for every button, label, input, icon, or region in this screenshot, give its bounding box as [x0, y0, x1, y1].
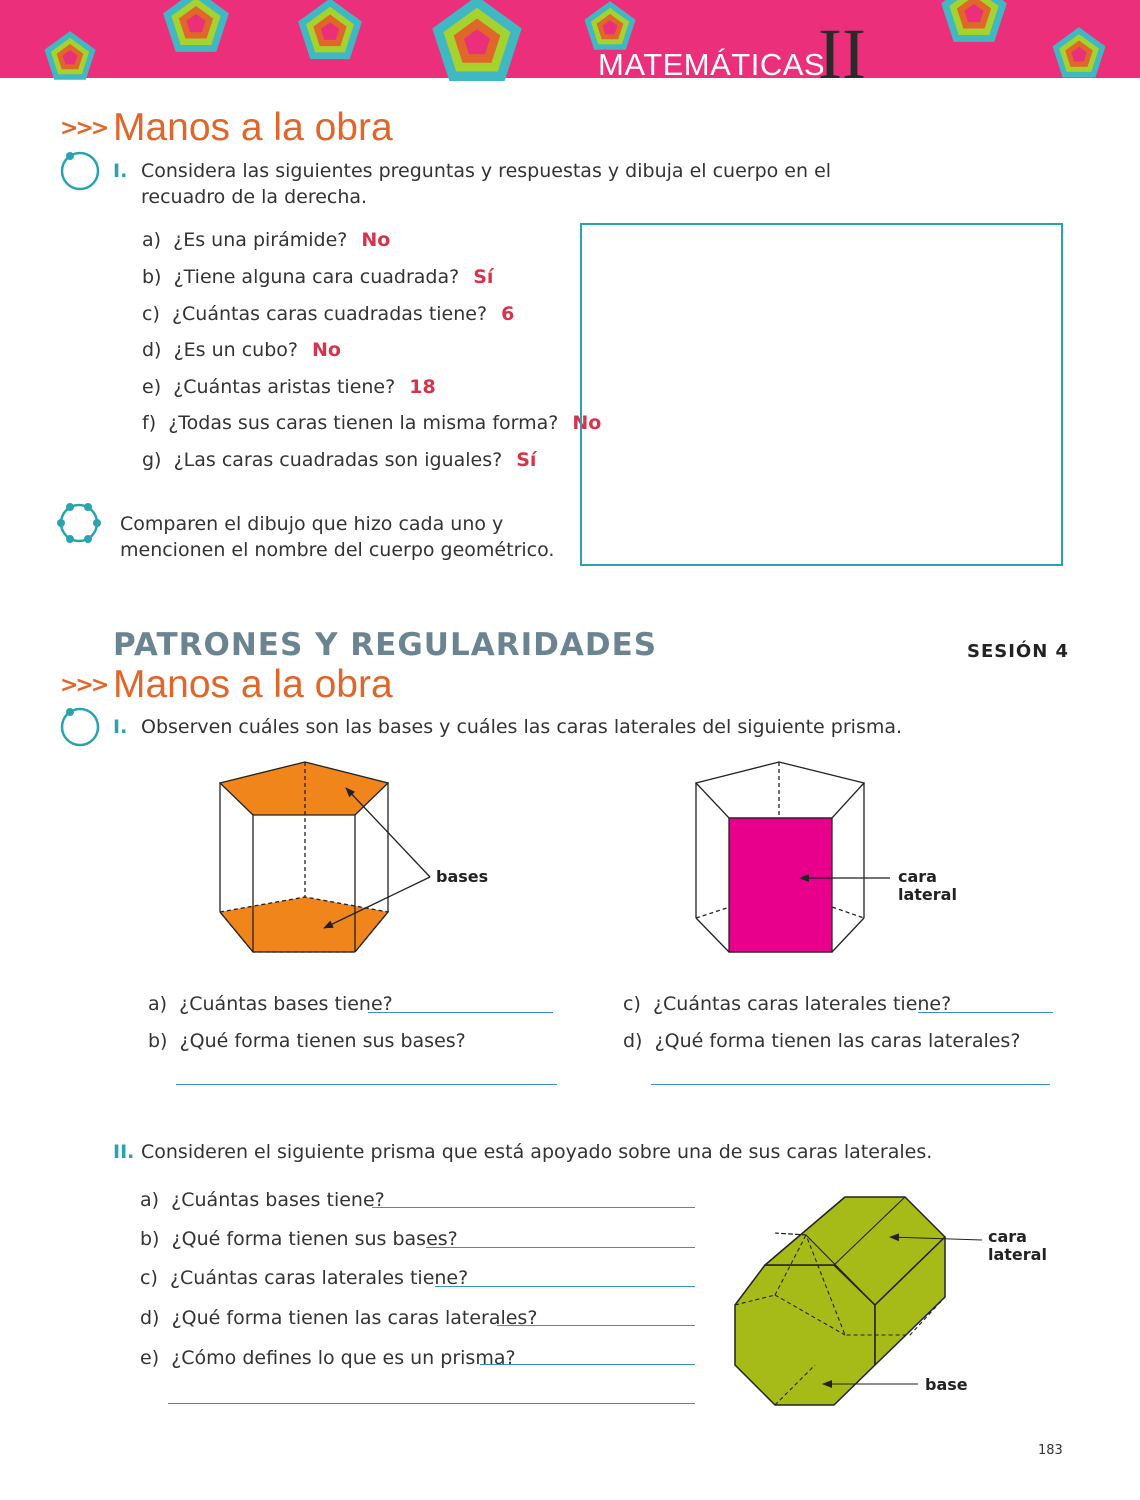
- page-number: 183: [1038, 1443, 1063, 1458]
- label-bases: bases: [436, 867, 489, 886]
- answer-value: No: [312, 339, 341, 361]
- header-numeral: II: [818, 14, 866, 94]
- prism-lateral-face-figure: [680, 755, 980, 965]
- answer-line[interactable]: [368, 1012, 553, 1013]
- answer-line[interactable]: [480, 1364, 695, 1365]
- individual-activity-icon: [58, 148, 104, 194]
- question-item: a) ¿Es una pirámide? No: [142, 229, 391, 251]
- pentagon-decoration-icon: [428, 0, 526, 92]
- group-activity-icon: [54, 500, 106, 548]
- answer-line[interactable]: [918, 1012, 1053, 1013]
- answer-value: 6: [501, 303, 515, 325]
- session-label: SESIÓN 4: [967, 641, 1070, 662]
- instruction-2-1: I. Observen cuáles son las bases y cuáles las caras laterales del siguiente prisma.: [113, 716, 903, 738]
- answer-line[interactable]: [176, 1084, 557, 1085]
- question-item: a) ¿Cuántas bases tiene?: [148, 993, 393, 1015]
- lesson-title: PATRONES Y REGULARIDADES: [113, 627, 658, 663]
- question-item: c) ¿Cuántas caras laterales tiene?: [140, 1267, 469, 1289]
- header-subject: MATEMÁTICAS: [598, 47, 826, 82]
- chevrons-icon: >>>: [60, 673, 107, 698]
- section-heading: Manos a la obra: [113, 106, 393, 149]
- answer-line[interactable]: [497, 1325, 695, 1326]
- question-item: g) ¿Las caras cuadradas son iguales? Sí: [142, 449, 537, 471]
- question-item: d) ¿Es un cubo? No: [142, 339, 341, 361]
- label-cara: cara: [988, 1227, 1027, 1246]
- pentagon-decoration-icon: [295, 0, 365, 67]
- individual-activity-icon: [58, 704, 104, 750]
- lying-prism-figure: [720, 1185, 1050, 1415]
- answer-line[interactable]: [651, 1084, 1050, 1085]
- answer-line[interactable]: [435, 1286, 695, 1287]
- pentagon-decoration-icon: [160, 0, 232, 60]
- question-item: d) ¿Qué forma tienen las caras laterales?: [623, 1030, 1021, 1052]
- question-item: f) ¿Todas sus caras tienen la misma forma? No: [142, 412, 602, 434]
- answer-line[interactable]: [426, 1247, 695, 1248]
- label-cara: cara: [898, 867, 937, 886]
- prism-bases-figure: [200, 755, 520, 965]
- answer-value: Sí: [473, 266, 494, 288]
- instruction-number: I.: [113, 160, 128, 182]
- chevrons-icon: >>>: [60, 116, 107, 141]
- label-lateral: lateral: [898, 885, 957, 904]
- answer-value: 18: [409, 376, 436, 398]
- pentagon-decoration-icon: [938, 0, 1010, 50]
- question-item: c) ¿Cuántas caras cuadradas tiene? 6: [142, 303, 515, 325]
- question-item: e) ¿Cuántas aristas tiene? 18: [142, 376, 436, 398]
- pentagon-decoration-icon: [1050, 26, 1108, 84]
- answer-value: No: [361, 229, 391, 251]
- answer-line[interactable]: [168, 1403, 695, 1404]
- question-item: a) ¿Cuántas bases tiene?: [140, 1189, 385, 1211]
- instruction-1: [113, 158, 883, 208]
- section-heading: Manos a la obra: [113, 663, 393, 706]
- instruction-text: Considera las siguientes preguntas y respuestas y dibuja el cuerpo en el recuadro de la derecha.: [141, 160, 832, 208]
- question-item: e) ¿Cómo defines lo que es un prisma?: [140, 1347, 516, 1369]
- question-item: b) ¿Qué forma tienen sus bases?: [148, 1030, 466, 1052]
- instruction-2-2: II. Consideren el siguiente prisma que está apoyado sobre una de sus caras laterales.: [113, 1141, 933, 1163]
- question-item: c) ¿Cuántas caras laterales tiene?: [623, 993, 952, 1015]
- drawing-box[interactable]: [580, 223, 1063, 566]
- question-item: b) ¿Tiene alguna cara cuadrada? Sí: [142, 266, 494, 288]
- label-lateral: lateral: [988, 1245, 1047, 1264]
- header-band: [0, 0, 1140, 94]
- label-base: base: [925, 1375, 968, 1394]
- answer-line[interactable]: [372, 1207, 695, 1208]
- answer-value: Sí: [516, 449, 537, 471]
- group-instruction: Comparen el dibujo que hizo cada uno y mencionen el nombre del cuerpo geométrico.: [120, 513, 555, 561]
- pentagon-decoration-icon: [42, 30, 98, 86]
- question-item: b) ¿Qué forma tienen sus bases?: [140, 1228, 458, 1250]
- question-item: d) ¿Qué forma tienen las caras laterales?: [140, 1307, 538, 1329]
- answer-value: No: [572, 412, 602, 434]
